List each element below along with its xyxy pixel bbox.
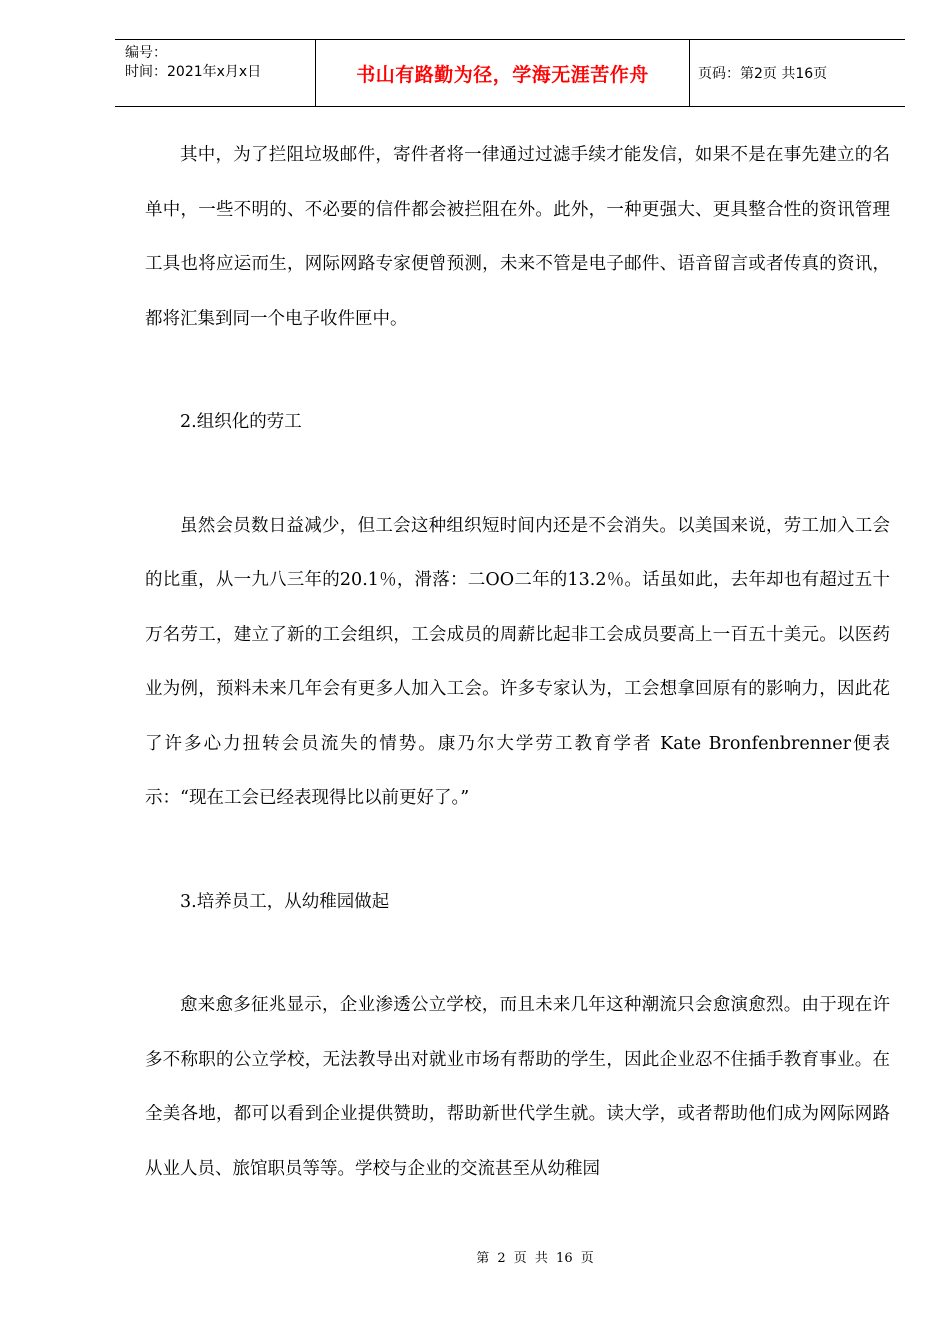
document-id-label: 编号： (125, 45, 167, 61)
document-body (145, 128, 890, 1196)
header-motto: 书山有路勤为径，学海无涯苦作舟 (316, 40, 690, 106)
document-time-label: 时间：2021年x月x日 (125, 64, 262, 80)
section-spacer (145, 450, 890, 499)
paragraph-2: 虽然会员数日益减少，但工会这种组织短时间内还是不会消失。以美国来说，劳工加入工会的比重，从一九八三年的20.1％，滑落：二OO二年的13.2％。话虽如此，去年却也有超过五十万名劳工，建立了新的工会组织，工会成员的周薪比起非工会成员要高上一百五十美元。以医药业为例，预料未来几年会有更多人加入工会。许多专家认为，工会想拿回原有的影响力，因此花了许多心力扭转会员流失的情势。康乃尔大学劳工教育学者 Kate Bronfenbrenner便表示：“现在工会已经表现得比以前更好了。” (145, 515, 890, 808)
paragraph-1: 其中，为了拦阻垃圾邮件，寄件者将一律通过过滤手续才能发信，如果不是在事先建立的名单中，一些不明的、不必要的信件都会被拦阻在外。此外，一种更强大、更具整合性的资讯管理工具也将应运而生，网际网路专家便曾预测，未来不管是电子邮件、语音留言或者传真的资讯，都将汇集到同一个电子收件匣中。 (145, 145, 890, 329)
header-page-number: 页码：第2页 共16页 (698, 66, 828, 82)
paragraph-3: 愈来愈多征兆显示，企业渗透公立学校，而且未来几年这种潮流只会愈演愈烈。由于现在许多不称职的公立学校，无法教导出对就业市场有帮助的学生，因此企业忍不住插手教育事业。在全美各地，都可以看到企业提供赞助，帮助新世代学生就。读大学，或者帮助他们成为网际网路从业人员、旅馆职员等等。学校与企业的交流甚至从幼稚园 (145, 995, 890, 1179)
page-header (115, 39, 905, 107)
header-meta-cell (115, 40, 316, 106)
section-spacer (145, 929, 890, 978)
section-spacer (145, 346, 890, 395)
section-heading-3: 3.培养员工，从幼稚园做起 (180, 891, 390, 912)
page-footer: 第 2 页 共 16 页 (476, 1251, 594, 1266)
section-heading-2: 2.组织化的劳工 (180, 412, 302, 432)
section-spacer (145, 826, 890, 875)
